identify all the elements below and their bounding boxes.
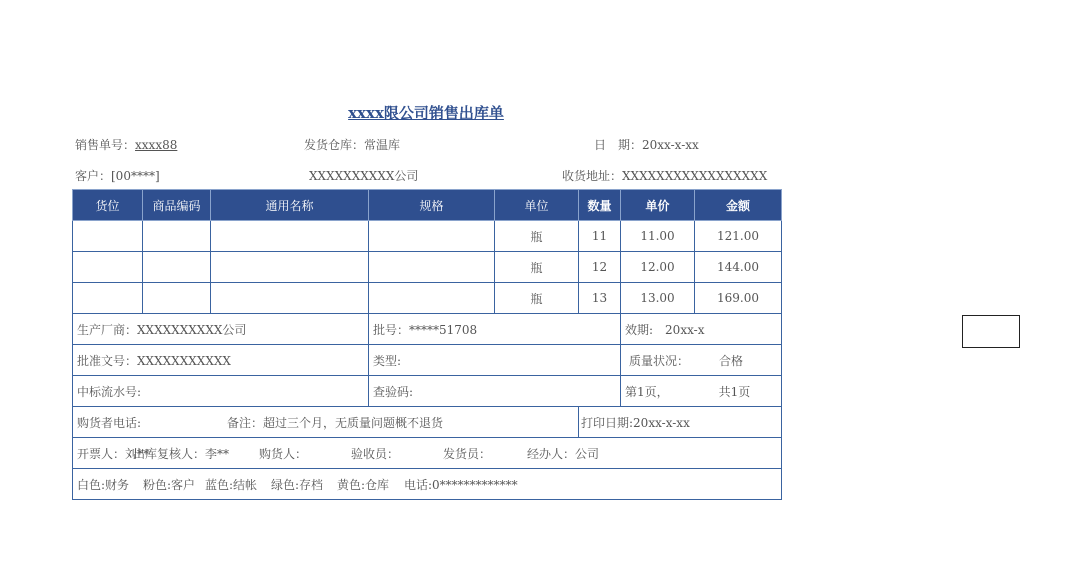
cell-spec	[369, 252, 495, 283]
expiry-date: 效期: 20xx-x	[621, 314, 782, 345]
copy-blue: 蓝色:结帐	[205, 477, 258, 492]
order-number-label: 销售单号：	[75, 138, 136, 152]
page-info	[621, 376, 782, 407]
handler: 经办人：公司	[527, 446, 600, 461]
total-pages: 共1页	[718, 384, 751, 399]
cell-unit-price: 12.00	[621, 252, 695, 283]
col-amount: 金额	[695, 190, 782, 221]
col-unit-price: 单价	[621, 190, 695, 221]
col-generic-name: 通用名称	[211, 190, 369, 221]
info-row-bid	[73, 376, 782, 407]
reviewer: 出库复核人：李**	[133, 446, 230, 461]
cell-product-code	[143, 221, 211, 252]
table-row	[73, 221, 782, 252]
table-header	[73, 190, 782, 221]
cell-unit-price: 11.00	[621, 221, 695, 252]
document-title: xxxx限公司销售出库单	[348, 104, 504, 122]
delivery-address: 收货地址：XXXXXXXXXXXXXXXXX	[562, 169, 768, 183]
phone: 电话:0*************	[404, 477, 518, 492]
col-product-code: 商品编码	[143, 190, 211, 221]
cell-spec	[369, 221, 495, 252]
buyer: 购货人：	[259, 446, 308, 461]
col-spec: 规格	[369, 190, 495, 221]
receiver: 验收员：	[351, 446, 400, 461]
approval-number: 批准文号：XXXXXXXXXXX	[73, 345, 369, 376]
buyer-phone: 购货者电话:	[77, 415, 142, 430]
cell-unit: 瓶	[495, 283, 579, 314]
copy-colors	[73, 469, 782, 500]
info-row-copies	[73, 469, 782, 500]
warehouse: 发货仓库：常温库	[304, 138, 401, 152]
cell-unit-price: 13.00	[621, 283, 695, 314]
selected-cell-outline[interactable]	[962, 315, 1020, 348]
outbound-table	[72, 189, 782, 500]
cell-unit: 瓶	[495, 221, 579, 252]
cell-spec	[369, 283, 495, 314]
signatures	[73, 438, 782, 469]
quality-status-label: 质量状况：	[629, 353, 690, 368]
page-number: 第1页，	[625, 384, 669, 399]
cell-generic-name	[211, 221, 369, 252]
cell-location	[73, 252, 143, 283]
product-type: 类型:	[369, 345, 621, 376]
customer-company: XXXXXXXXXX公司	[309, 169, 419, 183]
copy-green: 绿色:存档	[271, 477, 324, 492]
table-row	[73, 283, 782, 314]
col-location: 货位	[73, 190, 143, 221]
shipper: 发货员：	[443, 446, 492, 461]
customer: 客户：[00****]	[75, 169, 160, 183]
quality-status	[621, 345, 782, 376]
cell-unit: 瓶	[495, 252, 579, 283]
cell-amount: 144.00	[695, 252, 782, 283]
print-date: 打印日期:20xx-x-xx	[579, 407, 782, 438]
cell-amount: 169.00	[695, 283, 782, 314]
cell-amount: 121.00	[695, 221, 782, 252]
batch-number: 批号：*****51708	[369, 314, 621, 345]
cell-location	[73, 221, 143, 252]
cell-generic-name	[211, 252, 369, 283]
order-number	[75, 136, 177, 153]
info-row-manufacturer	[73, 314, 782, 345]
cell-generic-name	[211, 283, 369, 314]
col-quantity: 数量	[579, 190, 621, 221]
bid-serial-number: 中标流水号:	[73, 376, 369, 407]
cell-quantity: 11	[579, 221, 621, 252]
copy-yellow: 黄色:仓库	[337, 477, 390, 492]
table-row	[73, 252, 782, 283]
order-number-value: xxxx88	[135, 138, 178, 152]
cell-product-code	[143, 252, 211, 283]
cell-location	[73, 283, 143, 314]
info-row-signatures	[73, 438, 782, 469]
cell-product-code	[143, 283, 211, 314]
remark: 备注：超过三个月，无质量问题概不退货	[227, 415, 444, 430]
remark-cell	[73, 407, 579, 438]
info-row-approval	[73, 345, 782, 376]
manufacturer: 生产厂商：XXXXXXXXXX公司	[73, 314, 369, 345]
cell-quantity: 12	[579, 252, 621, 283]
inspection-code: 查验码:	[369, 376, 621, 407]
drawer: 开票人：刘**	[77, 446, 150, 461]
copy-pink: 粉色:客户	[143, 477, 196, 492]
info-row-remark	[73, 407, 782, 438]
copy-white: 白色:财务	[77, 477, 130, 492]
order-date: 日 期：20xx-x-xx	[594, 138, 699, 152]
quality-status-value: 合格	[719, 353, 744, 368]
col-unit: 单位	[495, 190, 579, 221]
cell-quantity: 13	[579, 283, 621, 314]
